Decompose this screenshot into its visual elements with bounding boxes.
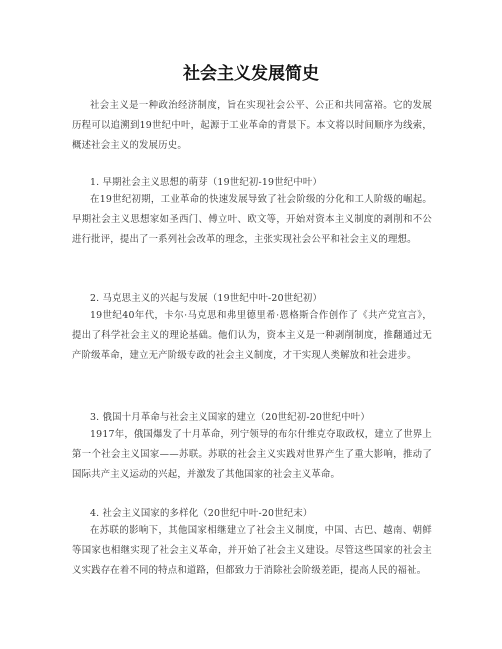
section-2-body: 19世纪40年代，卡尔·马克思和弗里德里希·恩格斯合作创作了《共产党宣言》，提出了科学社会主义的理论基础。他们认为，资本主义是一种剥削制度，推翻通过无产阶级革命，建立无产阶级专政的社会主义制度，才干实现人类解放和社会进步。 xyxy=(72,310,432,361)
section-1-body: 在19世纪初期，工业革命的快速发展导致了社会阶级的分化和工人阶级的崛起。早期社会主义思想家如圣西门、傅立叶、欧文等，开始对资本主义制度的剥削和不公进行批评，提出了一系列社会改革的理念，主张实现社会公平和社会主义的理想。 xyxy=(72,194,432,245)
intro-paragraph: 社会主义是一种政治经济制度，旨在实现社会公平、公正和共同富裕。它的发展历程可以追溯到19世纪中叶，起源于工业革命的背景下。本文将以时间顺序为线索，概述社会主义的发展历史。 xyxy=(72,100,432,151)
section-3-heading: 3. 俄国十月革命与社会主义国家的建立（20世纪初-20世纪中叶） xyxy=(90,412,370,423)
section-2-heading: 2. 马克思主义的兴起与发展（19世纪中叶-20世纪初） xyxy=(90,293,323,304)
section-4-heading: 4. 社会主义国家的多样化（20世纪中叶-20世纪末） xyxy=(90,508,313,519)
section-4-body: 在苏联的影响下，其他国家相继建立了社会主义制度，中国、古巴、越南、朝鲜等国家也相继实现了社会主义革命，并开始了社会主义建设。尽管这些国家的社会主义实践存在着不同的特点和道路，但都致力于消除社会阶级差距，提高人民的福祉。 xyxy=(72,525,432,576)
document-title: 社会主义发展简史 xyxy=(183,64,319,84)
section-1-heading: 1. 早期社会主义思想的萌芽（19世纪初-19世纪中叶） xyxy=(90,177,323,188)
section-3-body: 1917年，俄国爆发了十月革命，列宁领导的布尔什维克夺取政权，建立了世界上第一个社会主义国家——苏联。苏联的社会主义实践对世界产生了重大影响，推动了国际共产主义运动的兴起，并激发了其他国家的社会主义革命。 xyxy=(72,429,432,480)
